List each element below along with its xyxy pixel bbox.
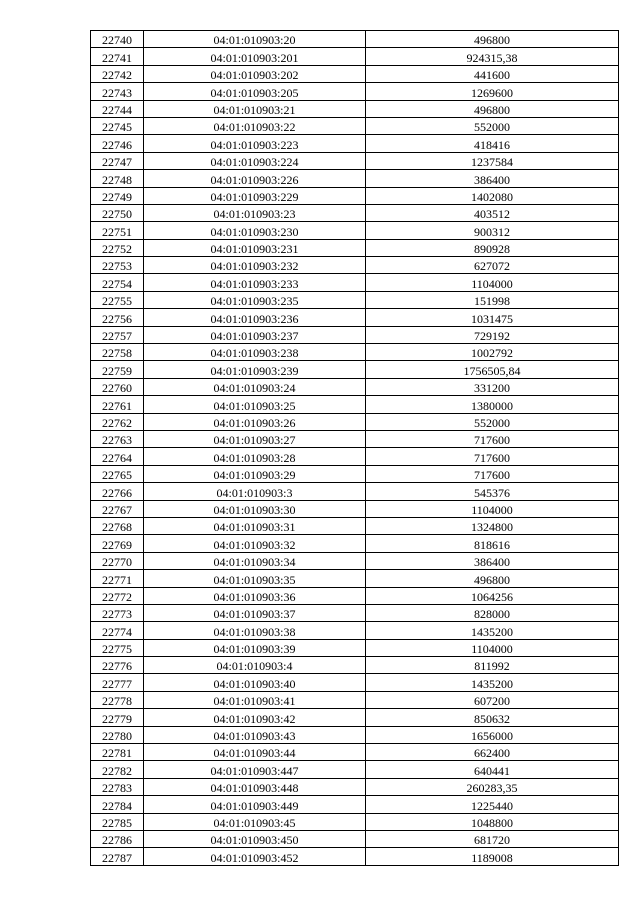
cadastral-value-cell: 850632 (366, 709, 619, 726)
cadastral-number-cell: 04:01:010903:4 (144, 657, 366, 674)
table-row (91, 100, 619, 117)
cadastral-value-cell: 1031475 (366, 309, 619, 326)
row-number-cell: 22745 (91, 117, 144, 134)
row-number-cell: 22770 (91, 552, 144, 569)
table-row (91, 291, 619, 308)
cadastral-number-cell: 04:01:010903:31 (144, 517, 366, 534)
cadastral-number-cell: 04:01:010903:32 (144, 535, 366, 552)
cadastral-number-cell: 04:01:010903:201 (144, 48, 366, 65)
table-row (91, 344, 619, 361)
table-row (91, 239, 619, 256)
row-number-cell: 22787 (91, 848, 144, 865)
cadastral-value-cell: 890928 (366, 239, 619, 256)
cadastral-number-cell: 04:01:010903:42 (144, 709, 366, 726)
cadastral-value-cell: 331200 (366, 378, 619, 395)
row-number-cell: 22774 (91, 622, 144, 639)
cadastral-value-cell: 818616 (366, 535, 619, 552)
table-row (91, 309, 619, 326)
row-number-cell: 22773 (91, 604, 144, 621)
table-row (91, 744, 619, 761)
table-row (91, 204, 619, 221)
cadastral-number-cell: 04:01:010903:239 (144, 361, 366, 378)
cadastral-value-cell: 607200 (366, 691, 619, 708)
row-number-cell: 22754 (91, 274, 144, 291)
cadastral-number-cell: 04:01:010903:23 (144, 204, 366, 221)
row-number-cell: 22776 (91, 657, 144, 674)
row-number-cell: 22783 (91, 778, 144, 795)
table-row (91, 48, 619, 65)
cadastral-number-cell: 04:01:010903:26 (144, 413, 366, 430)
cadastral-value-cell: 496800 (366, 100, 619, 117)
table-row (91, 430, 619, 447)
table-row (91, 326, 619, 343)
row-number-cell: 22753 (91, 257, 144, 274)
table-row (91, 657, 619, 674)
table-row (91, 761, 619, 778)
cadastral-value-cell: 1324800 (366, 517, 619, 534)
cadastral-value-cell: 260283,35 (366, 778, 619, 795)
table-row (91, 848, 619, 865)
cadastral-value-cell: 1104000 (366, 639, 619, 656)
cadastral-value-cell: 811992 (366, 657, 619, 674)
table-row (91, 222, 619, 239)
cadastral-number-cell: 04:01:010903:37 (144, 604, 366, 621)
cadastral-number-cell: 04:01:010903:36 (144, 587, 366, 604)
cadastral-number-cell: 04:01:010903:224 (144, 152, 366, 169)
row-number-cell: 22781 (91, 744, 144, 761)
row-number-cell: 22740 (91, 31, 144, 48)
cadastral-number-cell: 04:01:010903:24 (144, 378, 366, 395)
cadastral-value-cell: 1756505,84 (366, 361, 619, 378)
cadastral-value-cell: 662400 (366, 744, 619, 761)
table-row (91, 465, 619, 482)
cadastral-number-cell: 04:01:010903:223 (144, 135, 366, 152)
row-number-cell: 22758 (91, 344, 144, 361)
cadastral-number-cell: 04:01:010903:27 (144, 430, 366, 447)
table-row (91, 570, 619, 587)
row-number-cell: 22780 (91, 726, 144, 743)
cadastral-value-cell: 1104000 (366, 500, 619, 517)
table-row (91, 778, 619, 795)
cadastral-value-cell: 403512 (366, 204, 619, 221)
row-number-cell: 22748 (91, 170, 144, 187)
cadastral-number-cell: 04:01:010903:449 (144, 796, 366, 813)
cadastral-number-cell: 04:01:010903:41 (144, 691, 366, 708)
table-row (91, 413, 619, 430)
table-row (91, 639, 619, 656)
cadastral-number-cell: 04:01:010903:35 (144, 570, 366, 587)
row-number-cell: 22760 (91, 378, 144, 395)
cadastral-number-cell: 04:01:010903:233 (144, 274, 366, 291)
cadastral-value-cell: 1402080 (366, 187, 619, 204)
cadastral-value-cell: 1189008 (366, 848, 619, 865)
cadastral-value-cell: 1064256 (366, 587, 619, 604)
row-number-cell: 22764 (91, 448, 144, 465)
cadastral-value-cell: 386400 (366, 552, 619, 569)
cadastral-value-cell: 418416 (366, 135, 619, 152)
table-row (91, 517, 619, 534)
table-row (91, 31, 619, 48)
row-number-cell: 22742 (91, 65, 144, 82)
cadastral-value-cell: 496800 (366, 31, 619, 48)
table-row (91, 83, 619, 100)
cadastral-number-cell: 04:01:010903:38 (144, 622, 366, 639)
cadastral-number-cell: 04:01:010903:40 (144, 674, 366, 691)
cadastral-value-cell: 1380000 (366, 396, 619, 413)
table-row (91, 65, 619, 82)
cadastral-number-cell: 04:01:010903:28 (144, 448, 366, 465)
cadastral-value-cell: 441600 (366, 65, 619, 82)
cadastral-number-cell: 04:01:010903:43 (144, 726, 366, 743)
cadastral-number-cell: 04:01:010903:3 (144, 483, 366, 500)
cadastral-number-cell: 04:01:010903:452 (144, 848, 366, 865)
cadastral-number-cell: 04:01:010903:448 (144, 778, 366, 795)
row-number-cell: 22744 (91, 100, 144, 117)
table-row (91, 117, 619, 134)
table-row (91, 170, 619, 187)
cadastral-value-cell: 1237584 (366, 152, 619, 169)
table-row (91, 726, 619, 743)
cadastral-value-cell: 1225440 (366, 796, 619, 813)
cadastral-value-cell: 640441 (366, 761, 619, 778)
table-row (91, 796, 619, 813)
row-number-cell: 22767 (91, 500, 144, 517)
cadastral-number-cell: 04:01:010903:202 (144, 65, 366, 82)
cadastral-value-cell: 1048800 (366, 813, 619, 830)
cadastral-value-table (90, 30, 619, 866)
cadastral-number-cell: 04:01:010903:21 (144, 100, 366, 117)
cadastral-number-cell: 04:01:010903:34 (144, 552, 366, 569)
cadastral-value-cell: 717600 (366, 448, 619, 465)
cadastral-number-cell: 04:01:010903:237 (144, 326, 366, 343)
cadastral-value-cell: 1435200 (366, 674, 619, 691)
cadastral-value-cell: 828000 (366, 604, 619, 621)
cadastral-value-cell: 386400 (366, 170, 619, 187)
cadastral-number-cell: 04:01:010903:236 (144, 309, 366, 326)
row-number-cell: 22741 (91, 48, 144, 65)
cadastral-number-cell: 04:01:010903:231 (144, 239, 366, 256)
cadastral-number-cell: 04:01:010903:205 (144, 83, 366, 100)
cadastral-number-cell: 04:01:010903:29 (144, 465, 366, 482)
cadastral-number-cell: 04:01:010903:447 (144, 761, 366, 778)
cadastral-value-cell: 924315,38 (366, 48, 619, 65)
table-row (91, 187, 619, 204)
row-number-cell: 22771 (91, 570, 144, 587)
row-number-cell: 22769 (91, 535, 144, 552)
cadastral-number-cell: 04:01:010903:39 (144, 639, 366, 656)
row-number-cell: 22759 (91, 361, 144, 378)
row-number-cell: 22755 (91, 291, 144, 308)
table-row (91, 830, 619, 847)
row-number-cell: 22766 (91, 483, 144, 500)
cadastral-number-cell: 04:01:010903:230 (144, 222, 366, 239)
cadastral-value-cell: 681720 (366, 830, 619, 847)
row-number-cell: 22779 (91, 709, 144, 726)
table-row (91, 691, 619, 708)
table-row (91, 274, 619, 291)
row-number-cell: 22746 (91, 135, 144, 152)
row-number-cell: 22756 (91, 309, 144, 326)
cadastral-number-cell: 04:01:010903:30 (144, 500, 366, 517)
row-number-cell: 22772 (91, 587, 144, 604)
row-number-cell: 22768 (91, 517, 144, 534)
table-row (91, 396, 619, 413)
table-row (91, 604, 619, 621)
row-number-cell: 22747 (91, 152, 144, 169)
cadastral-value-cell: 151998 (366, 291, 619, 308)
cadastral-value-cell: 717600 (366, 465, 619, 482)
row-number-cell: 22784 (91, 796, 144, 813)
cadastral-value-cell: 496800 (366, 570, 619, 587)
table-row (91, 378, 619, 395)
cadastral-number-cell: 04:01:010903:450 (144, 830, 366, 847)
row-number-cell: 22752 (91, 239, 144, 256)
table-row (91, 500, 619, 517)
cadastral-value-cell: 545376 (366, 483, 619, 500)
row-number-cell: 22782 (91, 761, 144, 778)
cadastral-value-cell: 1269600 (366, 83, 619, 100)
cadastral-value-cell: 1002792 (366, 344, 619, 361)
cadastral-value-cell: 552000 (366, 413, 619, 430)
row-number-cell: 22750 (91, 204, 144, 221)
table-row (91, 552, 619, 569)
table-row (91, 674, 619, 691)
row-number-cell: 22757 (91, 326, 144, 343)
row-number-cell: 22762 (91, 413, 144, 430)
row-number-cell: 22761 (91, 396, 144, 413)
cadastral-value-cell: 900312 (366, 222, 619, 239)
row-number-cell: 22778 (91, 691, 144, 708)
row-number-cell: 22785 (91, 813, 144, 830)
cadastral-number-cell: 04:01:010903:226 (144, 170, 366, 187)
cadastral-number-cell: 04:01:010903:22 (144, 117, 366, 134)
cadastral-value-cell: 717600 (366, 430, 619, 447)
cadastral-value-cell: 1104000 (366, 274, 619, 291)
table-row (91, 483, 619, 500)
row-number-cell: 22786 (91, 830, 144, 847)
row-number-cell: 22775 (91, 639, 144, 656)
row-number-cell: 22763 (91, 430, 144, 447)
row-number-cell: 22743 (91, 83, 144, 100)
cadastral-value-cell: 552000 (366, 117, 619, 134)
cadastral-value-cell: 729192 (366, 326, 619, 343)
row-number-cell: 22765 (91, 465, 144, 482)
cadastral-number-cell: 04:01:010903:229 (144, 187, 366, 204)
cadastral-number-cell: 04:01:010903:25 (144, 396, 366, 413)
cadastral-number-cell: 04:01:010903:235 (144, 291, 366, 308)
cadastral-number-cell: 04:01:010903:232 (144, 257, 366, 274)
table-body (91, 31, 619, 866)
cadastral-number-cell: 04:01:010903:20 (144, 31, 366, 48)
row-number-cell: 22777 (91, 674, 144, 691)
table-row (91, 813, 619, 830)
table-row (91, 587, 619, 604)
cadastral-number-cell: 04:01:010903:45 (144, 813, 366, 830)
row-number-cell: 22751 (91, 222, 144, 239)
table-row (91, 361, 619, 378)
cadastral-value-cell: 1656000 (366, 726, 619, 743)
table-row (91, 535, 619, 552)
cadastral-value-cell: 1435200 (366, 622, 619, 639)
cadastral-number-cell: 04:01:010903:238 (144, 344, 366, 361)
table-row (91, 709, 619, 726)
cadastral-value-cell: 627072 (366, 257, 619, 274)
row-number-cell: 22749 (91, 187, 144, 204)
table-row (91, 622, 619, 639)
table-row (91, 152, 619, 169)
table-row (91, 257, 619, 274)
cadastral-number-cell: 04:01:010903:44 (144, 744, 366, 761)
table-row (91, 135, 619, 152)
table-row (91, 448, 619, 465)
